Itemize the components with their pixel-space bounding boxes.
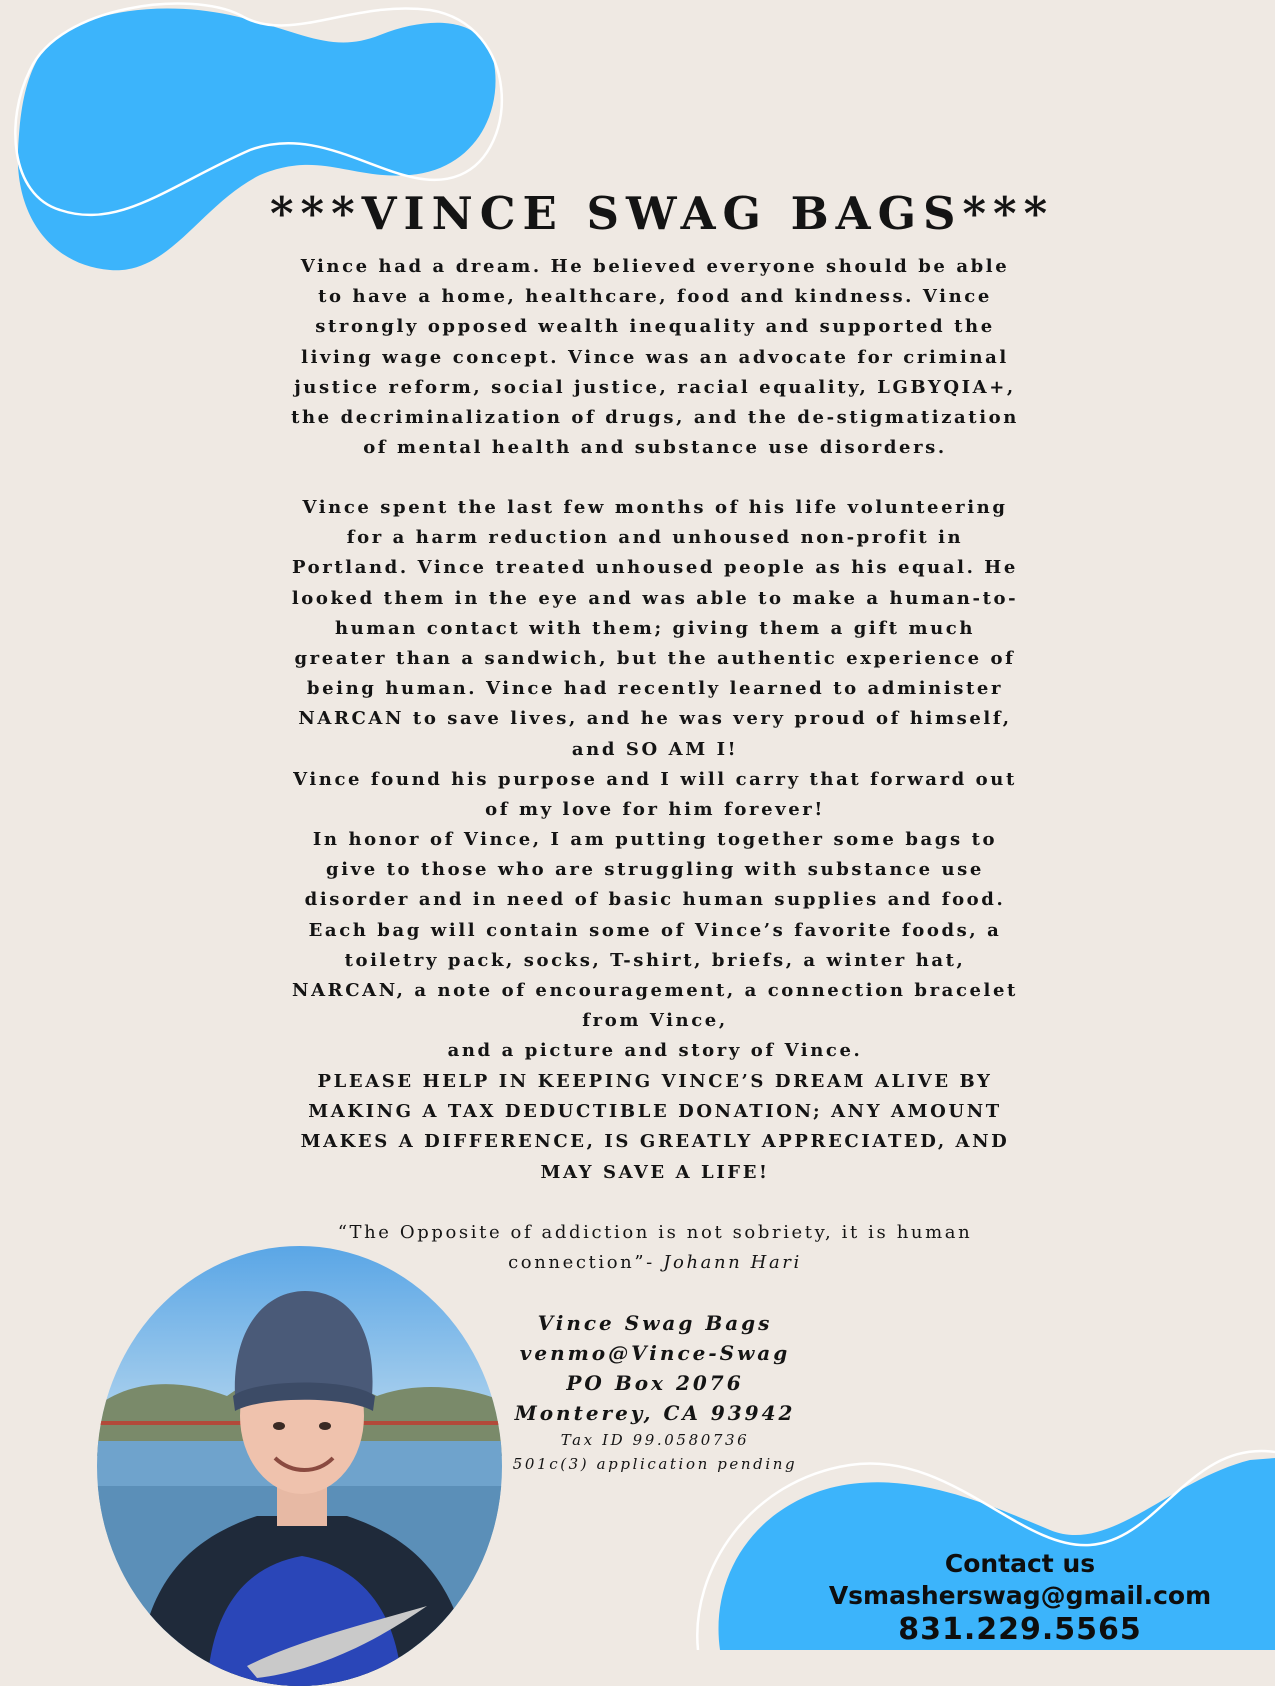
nonprofit-status: 501c(3) application pending — [512, 1455, 798, 1473]
contact-heading: Contact us — [944, 1549, 1096, 1578]
contact-email[interactable]: Vsmasherswag@gmail.com — [828, 1581, 1212, 1610]
portrait-illustration — [97, 1246, 502, 1686]
org-name: Vince Swag Bags — [537, 1311, 773, 1335]
portrait-photo — [97, 1246, 502, 1686]
donation-appeal: PLEASE HELP IN KEEPING VINCE’S DREAM ALIVE BY MAKING A TAX DEDUCTIBLE DONATION; ANY AMOUNT MAKES A DIFFERENCE, IS GREATLY APPRECIATED, AND MAY SAVE A LIFE! — [300, 1071, 1010, 1183]
quote-author: Johann Hari — [663, 1252, 802, 1274]
po-box: PO Box 2076 — [566, 1371, 744, 1395]
volunteer-section — [285, 493, 1025, 825]
tax-id: Tax ID 99.0580736 — [560, 1431, 750, 1449]
honor-paragraph-end: and a picture and story of Vince. — [447, 1040, 863, 1062]
venmo-handle: venmo@Vince-Swag — [519, 1341, 791, 1365]
contact-phone[interactable]: 831.229.5565 — [898, 1612, 1142, 1647]
dream-paragraph: Vince had a dream. He believed everyone should be able to have a home, healthcare, food and kindness. Vince strongly opposed wealth inequality and supported the living wage concept. Vince was an advocate for criminal justice reform, social justice, racial equality, LGBYQIA+, the decriminalization of drugs, and the de-stigmatization of mental health and substance use disorders. — [291, 256, 1019, 459]
quote — [285, 1218, 1025, 1278]
page-title: ***VINCE SWAG BAGS*** — [270, 187, 1055, 240]
honor-paragraph: In honor of Vince, I am putting together some bags to give to those who are struggling with substance use disorder and in need of basic human supplies and food. Each bag will contain some of Vince’s favorite foods, a toiletry pack, socks, T-shirt, briefs, a winter hat, NARCAN, a note of encouragement, a connection bracelet from Vince, — [292, 829, 1018, 1032]
city-address: Monterey, CA 93942 — [514, 1401, 796, 1425]
honor-section — [285, 825, 1025, 1067]
purpose-paragraph: Vince found his purpose and I will carry that forward out of my love for him forever! — [293, 768, 1017, 821]
quote-text: “The Opposite of addiction is not sobriety, it is human connection”- — [337, 1222, 973, 1274]
contact-box — [800, 1548, 1240, 1648]
volunteer-paragraph: Vince spent the last few months of his life volunteering for a harm reduction and unhoused non-profit in Portland. Vince treated unhoused people as his equal. He looked them in the eye and was able to make a human-to-human contact with them; giving them a gift much greater than a sandwich, but the authentic experience of being human. Vince had recently learned to administer NARCAN to save lives, and he was very proud of himself, and SO AM I! — [291, 497, 1019, 760]
